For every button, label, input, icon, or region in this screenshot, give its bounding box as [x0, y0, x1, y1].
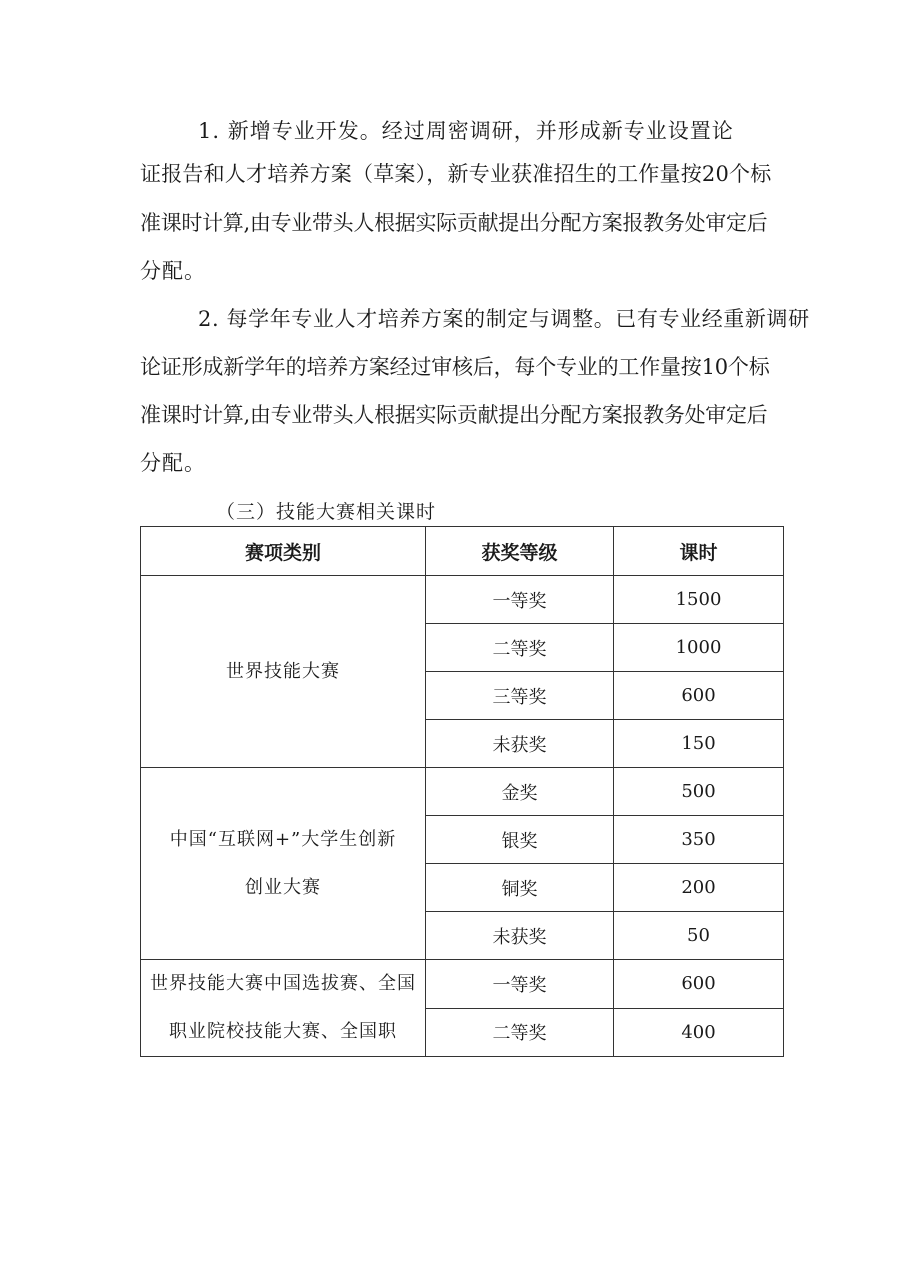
- table-row: [141, 768, 784, 816]
- table-row: [141, 960, 784, 1009]
- category-line: 中国“互联网+”大学生创新: [169, 828, 397, 850]
- paragraph-line: 准课时计算,由专业带头人根据实际贡献提出分配方案报教务处审定后: [140, 403, 768, 427]
- paragraph-line: 分配。: [140, 451, 206, 475]
- award-level-cell: 铜奖: [426, 864, 614, 912]
- category-line: 世界技能大赛: [226, 660, 340, 682]
- award-level-cell: 三等奖: [426, 672, 614, 720]
- category-line: 世界技能大赛中国选拔赛、全国: [150, 973, 416, 994]
- header-hours: 课时: [614, 527, 784, 576]
- hours-cell: 1000: [614, 624, 784, 672]
- award-level-cell: 银奖: [426, 816, 614, 864]
- competition-hours-table: [140, 526, 784, 1057]
- paragraph-line: 2. 每学年专业人才培养方案的制定与调整。已有专业经重新调研: [198, 307, 810, 331]
- award-level-cell: 一等奖: [426, 576, 614, 624]
- header-category: 赛项类别: [141, 527, 426, 576]
- award-level-cell: 金奖: [426, 768, 614, 816]
- hours-cell: 500: [614, 768, 784, 816]
- award-level-cell: 二等奖: [426, 624, 614, 672]
- paragraph-line: 分配。: [140, 259, 206, 283]
- award-level-cell: 未获奖: [426, 720, 614, 768]
- hours-cell: 150: [614, 720, 784, 768]
- award-level-cell: 一等奖: [426, 960, 614, 1009]
- hours-cell: 1500: [614, 576, 784, 624]
- hours-cell: 600: [614, 672, 784, 720]
- table-header-row: [141, 527, 784, 576]
- paragraph-line: 证报告和人才培养方案（草案），新专业获准招生的工作量按20个标: [140, 162, 772, 186]
- table-row: [141, 576, 784, 624]
- paragraph-line: 论证形成新学年的培养方案经过审核后，每个专业的工作量按10个标: [140, 355, 770, 379]
- category-cell: [141, 576, 426, 768]
- hours-cell: 200: [614, 864, 784, 912]
- hours-cell: 600: [614, 960, 784, 1009]
- paragraph-line: 准课时计算,由专业带头人根据实际贡献提出分配方案报教务处审定后: [140, 211, 768, 235]
- section-heading: （三）技能大赛相关课时: [216, 501, 437, 523]
- category-cell: [141, 768, 426, 960]
- category-line: 创业大赛: [245, 876, 321, 898]
- category-line: 职业院校技能大赛、全国职: [169, 1021, 397, 1042]
- hours-cell: 50: [614, 912, 784, 960]
- hours-cell: 400: [614, 1008, 784, 1057]
- hours-cell: 350: [614, 816, 784, 864]
- award-level-cell: 未获奖: [426, 912, 614, 960]
- category-cell: [141, 960, 426, 1057]
- paragraph-line: 1. 新增专业开发。经过周密调研，并形成新专业设置论: [198, 119, 734, 143]
- header-award-level: 获奖等级: [426, 527, 614, 576]
- award-level-cell: 二等奖: [426, 1008, 614, 1057]
